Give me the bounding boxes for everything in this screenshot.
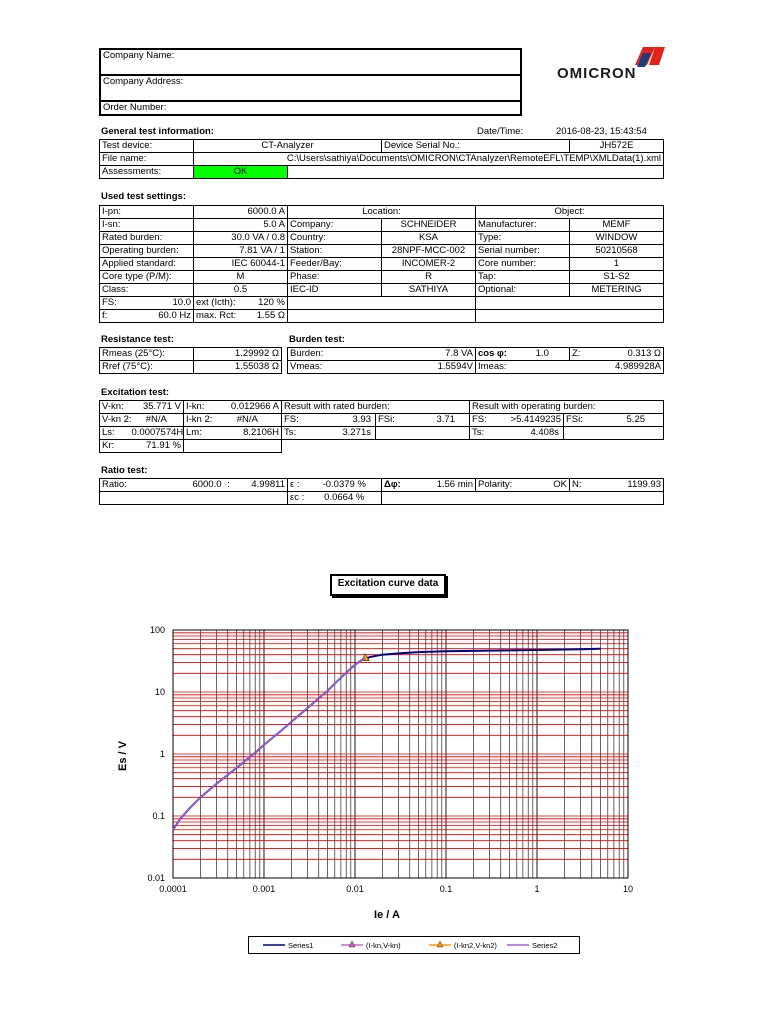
settings-value: M xyxy=(194,271,288,284)
vkn-value: 35.771 V xyxy=(130,401,184,414)
rated-fsi-value: 3.71 xyxy=(436,414,455,425)
object-label: Serial number: xyxy=(476,245,570,258)
settings-label: Rated burden: xyxy=(100,232,194,245)
file-name-value: C:\Users\sathiya\Documents\OMICRON\CTAnalyzer\RemoteEFL\TEMP\XMLData(1).xml xyxy=(194,153,664,166)
settings-value: 0.5 xyxy=(194,284,288,297)
f-object-empty xyxy=(476,310,664,323)
vmeas-value: 1.5594V xyxy=(382,361,476,374)
x-tick-label: 0.001 xyxy=(252,884,276,894)
settings-table xyxy=(99,205,664,297)
f-value: 60.0 Hz xyxy=(147,310,194,323)
settings-label: I-sn: xyxy=(100,219,194,232)
imeas-value: 4.989928A xyxy=(516,361,664,374)
settings-value: 6000.0 A xyxy=(194,206,288,219)
ratio-empty-cell xyxy=(100,492,288,505)
excitation-title: Excitation test: xyxy=(101,387,170,398)
ls-value: 0.0007574H xyxy=(131,427,184,438)
serial-label: Device Serial No.: xyxy=(382,140,570,153)
rct-label: max. Rct: xyxy=(194,310,241,323)
settings-title: Used test settings: xyxy=(101,191,186,202)
op-fsi-cell xyxy=(564,414,664,427)
rated-ts-empty xyxy=(376,427,470,440)
settings-label: Applied standard: xyxy=(100,258,194,271)
location-value: R xyxy=(382,271,476,284)
op-ts-label: Ts: xyxy=(472,427,485,438)
location-value: 28NPF-MCC-002 xyxy=(382,245,476,258)
ratio-row2-empty xyxy=(382,492,664,505)
polarity-label: Polarity: xyxy=(476,479,532,492)
polarity-value: OK xyxy=(532,479,570,492)
vkn2-value: #N/A xyxy=(130,414,184,427)
series-line xyxy=(173,658,365,830)
delta-phi-label: Δφ: xyxy=(382,479,406,492)
x-tick-label: 0.01 xyxy=(346,884,364,894)
resistance-title: Resistance test: xyxy=(101,334,174,345)
operating-burden-title: Result with operating burden: xyxy=(470,401,664,414)
file-name-label: File name: xyxy=(100,153,194,166)
settings-value: IEC 60044-1 xyxy=(194,258,288,271)
n-label: N: xyxy=(570,479,584,492)
location-label: IEC-ID xyxy=(288,284,382,297)
epsilon-c-value: 0.0664 % xyxy=(308,492,382,505)
object-value: WINDOW xyxy=(570,232,664,245)
settings-value: 30.0 VA / 0.8 xyxy=(194,232,288,245)
op-ts-cell xyxy=(470,427,564,440)
serial-value: JH572E xyxy=(570,140,664,153)
excitation-table xyxy=(99,400,664,453)
series-line xyxy=(173,649,601,830)
test-device-value: CT-Analyzer xyxy=(194,140,382,153)
settings-label: Core type (P/M): xyxy=(100,271,194,284)
location-value: SATHIYA xyxy=(382,284,476,297)
omicron-logo xyxy=(555,45,665,85)
x-axis-label: Ie / A xyxy=(374,909,400,921)
epsilon-value: -0.0379 % xyxy=(308,479,382,492)
legend-label: (I-kn2,V-kn2) xyxy=(454,941,497,950)
legend-items xyxy=(249,937,579,953)
fs-value: 10.0 xyxy=(147,297,194,310)
legend-label: (I-kn,V-kn) xyxy=(366,941,401,950)
y-tick-label: 10 xyxy=(154,687,165,697)
lm-value: 8.2106H xyxy=(214,427,282,440)
settings-fs-table xyxy=(99,296,664,323)
location-value: SCHNEIDER xyxy=(382,219,476,232)
excitation-curve-chart xyxy=(117,620,650,930)
ratio-label: Ratio: xyxy=(100,479,184,492)
ratio-title: Ratio test: xyxy=(101,465,148,476)
assessment-status-badge: OK xyxy=(194,166,288,179)
ext-value: 120 % xyxy=(241,297,288,310)
location-label: Feeder/Bay: xyxy=(288,258,382,271)
y-axis-label: Es / V xyxy=(117,741,129,771)
assessment-empty-cell xyxy=(288,166,664,179)
chart-title: Excitation curve data xyxy=(330,574,446,596)
location-label: Company: xyxy=(288,219,382,232)
test-device-label: Test device: xyxy=(100,140,194,153)
legend-label: Series2 xyxy=(532,941,558,950)
epsilon-c-label: εc : xyxy=(288,492,308,505)
location-value: INCOMER-2 xyxy=(382,258,476,271)
z-label: Z: xyxy=(570,348,600,361)
ratio-secondary-value: 4.99811 xyxy=(234,479,288,492)
ls-label: Ls: xyxy=(100,427,130,440)
location-value: KSA xyxy=(382,232,476,245)
location-title: Location: xyxy=(288,206,476,219)
rref-value: 1.55038 Ω xyxy=(194,361,282,374)
ratio-separator: : xyxy=(224,479,234,492)
rmeas-label: Rmeas (25°C): xyxy=(100,348,194,361)
x-tick-label: 10 xyxy=(622,884,634,894)
op-ts-value: 4.408s xyxy=(530,427,559,438)
lm-label: Lm: xyxy=(184,427,214,440)
chart-series xyxy=(173,649,601,830)
kr-empty xyxy=(184,440,282,453)
op-fs-value: >5.4149235 xyxy=(510,414,561,425)
rated-fs-value: 3.93 xyxy=(352,414,371,425)
general-title: General test information: xyxy=(101,126,214,137)
object-value: METERING xyxy=(570,284,664,297)
f-label: f: xyxy=(100,310,147,323)
object-value: 50210568 xyxy=(570,245,664,258)
order-number-label: Order Number: xyxy=(100,101,521,115)
datetime-value: 2016-08-23, 15:43:54 xyxy=(556,126,647,137)
rated-ts-cell xyxy=(282,427,376,440)
object-label: Manufacturer: xyxy=(476,219,570,232)
ext-label: ext (Icth): xyxy=(194,297,241,310)
settings-label: I-pn: xyxy=(100,206,194,219)
object-value: S1-S2 xyxy=(570,271,664,284)
z-value: 0.313 Ω xyxy=(600,348,664,361)
object-label: Type: xyxy=(476,232,570,245)
fs-location-empty xyxy=(288,297,476,310)
vkn-label: V-kn: xyxy=(100,401,130,414)
object-title: Object: xyxy=(476,206,664,219)
omicron-logo-text: OMICRON xyxy=(557,65,637,82)
op-fs-label: FS: xyxy=(472,414,487,425)
delta-phi-value: 1.56 min xyxy=(406,479,476,492)
settings-value: 5.0 A xyxy=(194,219,288,232)
rated-ts-label: Ts: xyxy=(284,427,297,438)
rated-fs-label: FS: xyxy=(284,414,299,425)
fs-object-empty xyxy=(476,297,664,310)
rated-burden-title: Result with rated burden: xyxy=(282,401,470,414)
n-value: 1199.93 xyxy=(584,479,664,492)
burden-table xyxy=(287,347,664,374)
datetime-label: Date/Time: xyxy=(477,126,524,137)
object-value: 1 xyxy=(570,258,664,271)
ikn-label: I-kn: xyxy=(184,401,214,414)
x-tick-label: 0.0001 xyxy=(159,884,187,894)
settings-value: 7.81 VA / 1 xyxy=(194,245,288,258)
rated-ts-value: 3.271s xyxy=(342,427,371,438)
settings-label: Operating burden: xyxy=(100,245,194,258)
burden-title: Burden test: xyxy=(289,334,345,345)
op-ts-empty xyxy=(564,427,664,440)
y-tick-label: 1 xyxy=(159,749,165,759)
op-fsi-value: 5.25 xyxy=(626,414,646,425)
x-tick-label: 1 xyxy=(534,884,540,894)
general-table xyxy=(99,139,664,179)
ikn-value: 0.012966 A xyxy=(214,401,282,414)
chart-legend xyxy=(248,936,580,954)
settings-label: Class: xyxy=(100,284,194,297)
object-label: Optional: xyxy=(476,284,570,297)
ratio-table xyxy=(99,478,664,505)
vkn2-label: V-kn 2: xyxy=(100,414,130,427)
rref-label: Rref (75°C): xyxy=(100,361,194,374)
op-fs-cell xyxy=(470,414,564,427)
kr-value: 71.91 % xyxy=(130,440,184,453)
company-info-box xyxy=(99,48,522,116)
y-tick-label: 100 xyxy=(149,625,165,635)
rated-fsi-cell xyxy=(376,414,470,427)
op-fsi-label: FSi: xyxy=(566,414,583,425)
assessments-label: Assessments: xyxy=(100,166,194,179)
object-value: MEMF xyxy=(570,219,664,232)
f-location-empty xyxy=(288,310,476,323)
kr-row-empty xyxy=(282,440,664,453)
fs-label: FS: xyxy=(100,297,147,310)
resistance-table xyxy=(99,347,282,374)
rated-fs-cell xyxy=(282,414,376,427)
y-tick-label: 0.01 xyxy=(147,873,165,883)
rmeas-value: 1.29992 Ω xyxy=(194,348,282,361)
ikn2-label: I-kn 2: xyxy=(184,414,214,427)
vmeas-label: Vmeas: xyxy=(288,361,382,374)
y-tick-label: 0.1 xyxy=(152,811,165,821)
legend-marker xyxy=(349,941,355,947)
location-label: Phase: xyxy=(288,271,382,284)
company-address-label: Company Address: xyxy=(100,75,521,101)
cos-phi-value: 1.0 xyxy=(516,348,570,361)
location-label: Country: xyxy=(288,232,382,245)
kr-label: Kr: xyxy=(100,440,130,453)
epsilon-label: ε : xyxy=(288,479,308,492)
company-name-label: Company Name: xyxy=(100,49,521,75)
burden-value: 7.8 VA xyxy=(382,348,476,361)
rated-fsi-label: FSi: xyxy=(378,414,395,425)
chart-tick-labels xyxy=(147,625,633,894)
legend-marker xyxy=(437,941,443,947)
legend-label: Series1 xyxy=(288,941,314,950)
imeas-label: Imeas: xyxy=(476,361,516,374)
rct-value: 1.55 Ω xyxy=(241,310,288,323)
ikn2-value: #N/A xyxy=(214,414,282,427)
object-label: Tap: xyxy=(476,271,570,284)
x-tick-label: 0.1 xyxy=(439,884,453,894)
chart-grid xyxy=(173,630,628,878)
location-label: Station: xyxy=(288,245,382,258)
cos-phi-label: cos φ: xyxy=(476,348,516,361)
object-label: Core number: xyxy=(476,258,570,271)
ratio-primary-value: 6000.0 xyxy=(184,479,224,492)
burden-label: Burden: xyxy=(288,348,382,361)
